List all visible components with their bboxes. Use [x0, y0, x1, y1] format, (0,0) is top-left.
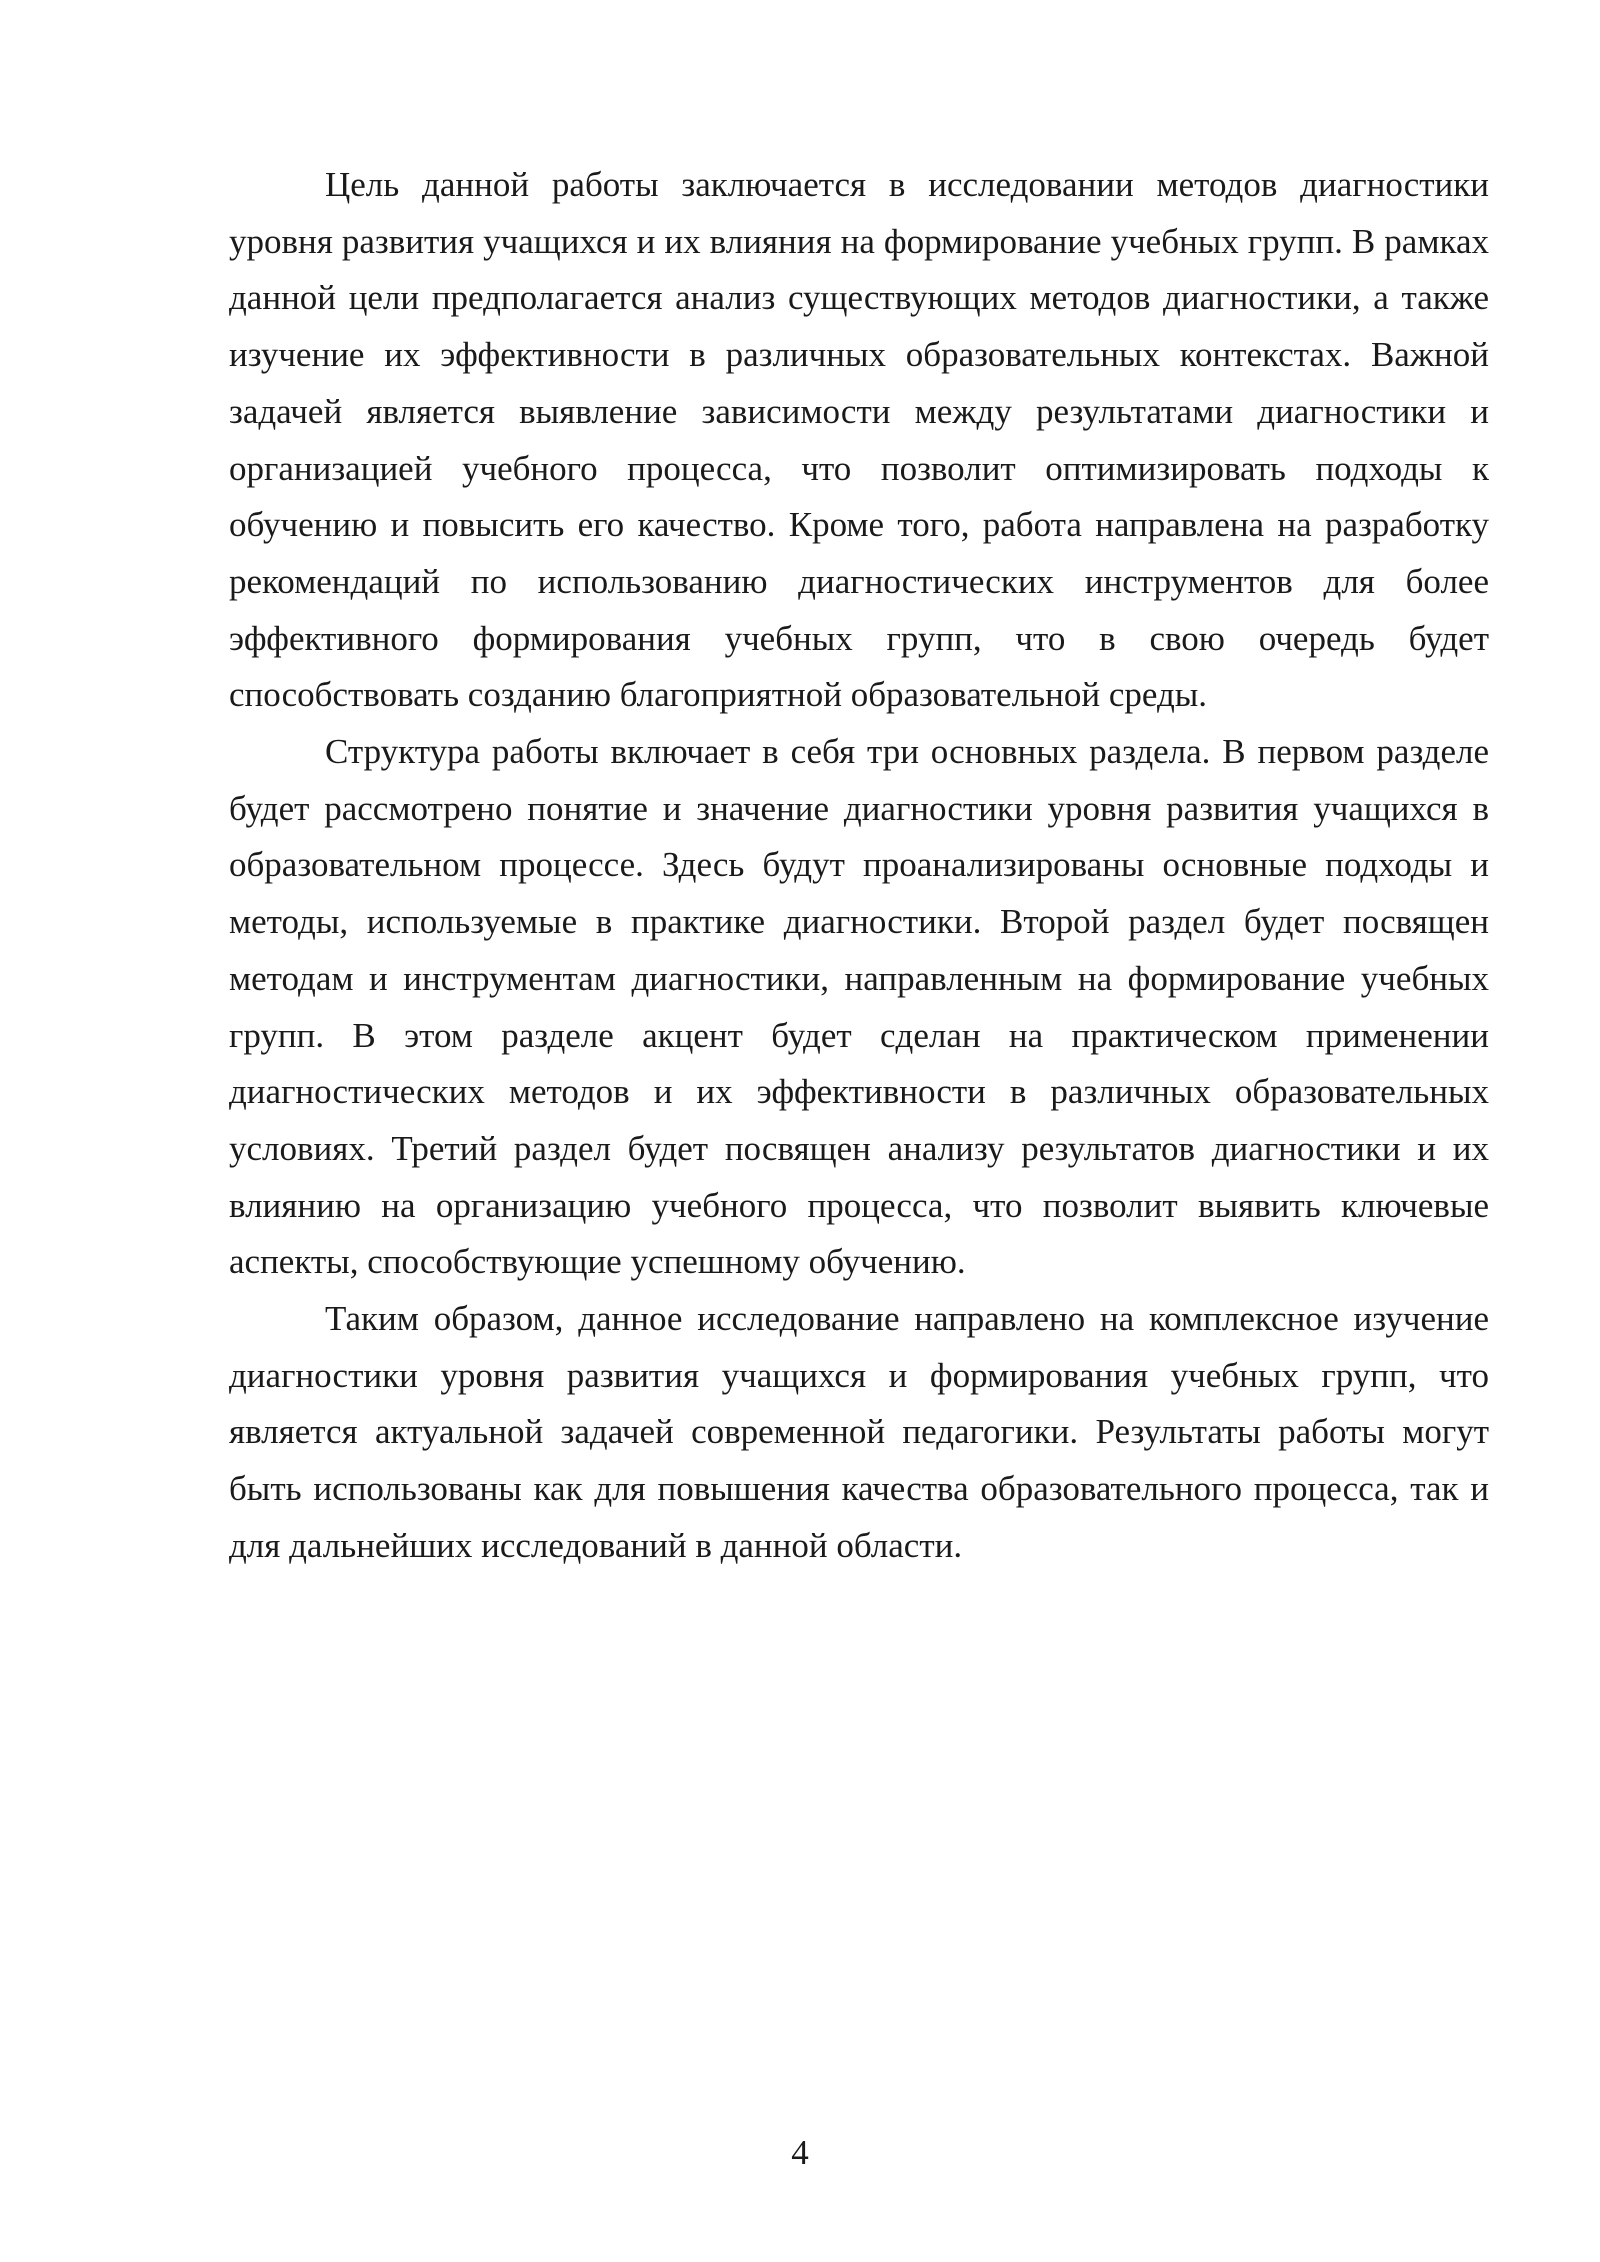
- page-number: 4: [791, 2133, 809, 2172]
- paragraph-conclusion: Таким образом, данное исследование направлено на комплексное изучение диагностики уровня развития учащихся и формирования учебных групп, что является актуальной задачей современной педагогики. Результаты работы могут быть использованы как для повышения качества образовательного процесса, так и для дальнейших исследований в данной области.: [229, 1299, 1489, 1565]
- body-text: [229, 157, 1489, 1575]
- paragraph-structure: Структура работы включает в себя три основных раздела. В первом разделе будет рассмотрено понятие и значение диагностики уровня развития учащихся в образовательном процессе. Здесь будут проанализированы основные подходы и методы, используемые в практике диагностики. Второй раздел будет посвящен методам и инструментам диагностики, направленным на формирование учебных групп. В этом разделе акцент будет сделан на практическом применении диагностических методов и их эффективности в различных образовательных условиях. Третий раздел будет посвящен анализу результатов диагностики и их влиянию на организацию учебного процесса, что позволит выявить ключевые аспекты, способствующие успешному обучению.: [229, 732, 1489, 1282]
- paragraph-goal: Цель данной работы заключается в исследовании методов диагностики уровня развития учащихся и их влияния на формирование учебных групп. В рамках данной цели предполагается анализ существующих методов диагностики, а также изучение их эффективности в различных образовательных контекстах. Важной задачей является выявление зависимости между результатами диагностики и организацией учебного процесса, что позволит оптимизировать подходы к обучению и повысить его качество. Кроме того, работа направлена на разработку рекомендаций по использованию диагностических инструментов для более эффективного формирования учебных групп, что в свою очередь будет способствовать созданию благоприятной образовательной среды.: [229, 165, 1489, 715]
